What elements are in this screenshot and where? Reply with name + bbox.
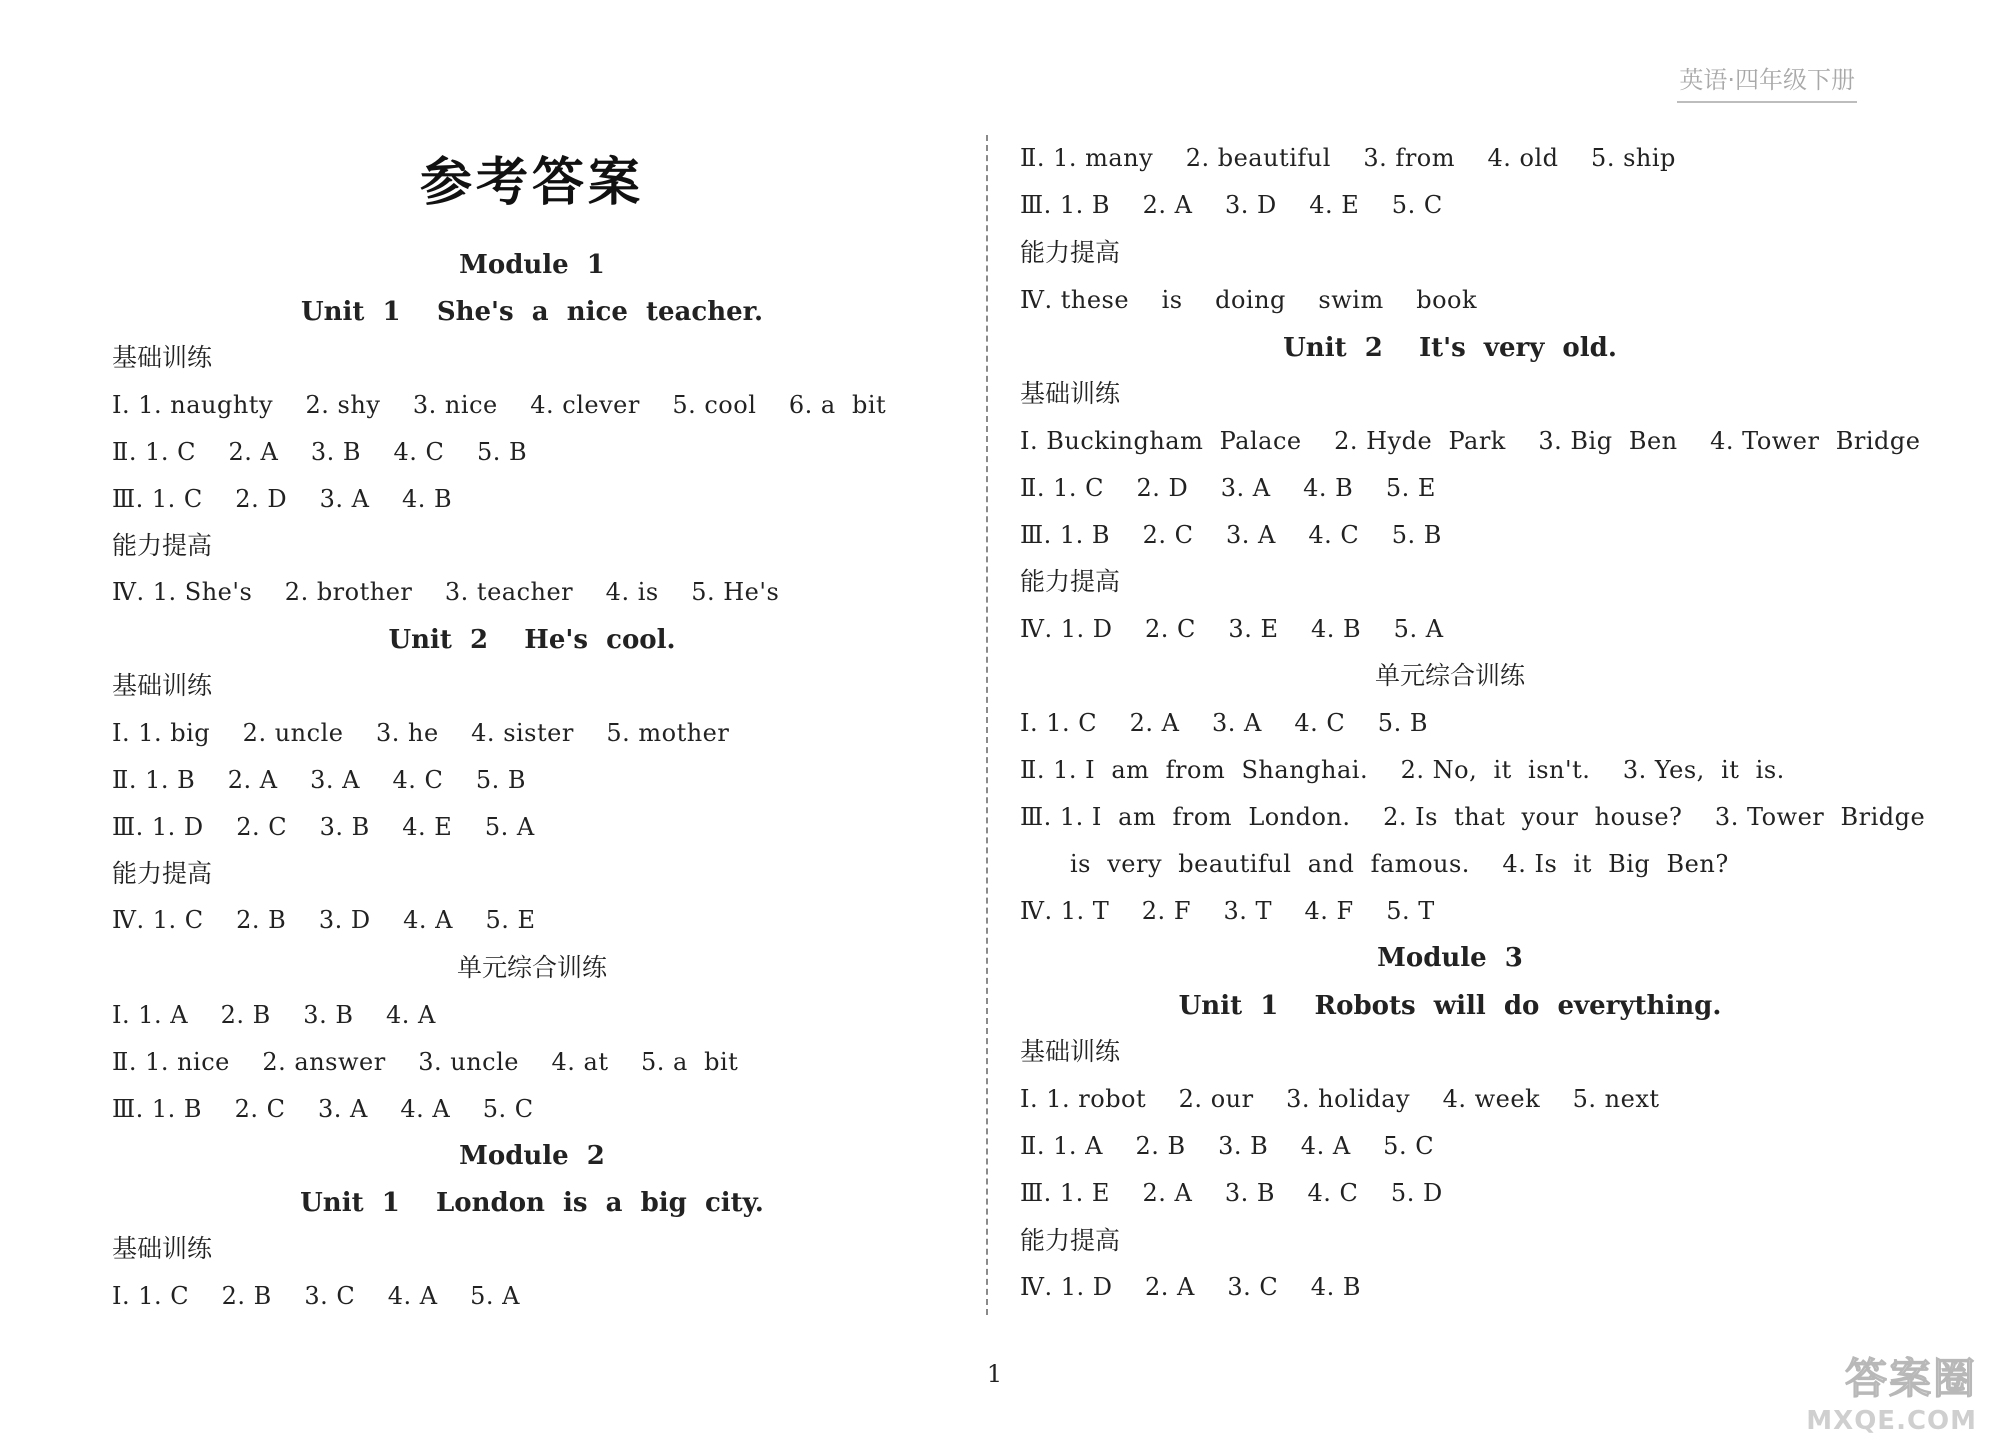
answer-line: Ⅰ. 1. big 2. uncle 3. he 4. sister 5. mother bbox=[112, 719, 730, 747]
unit-heading: Unit 1 Robots will do everything. bbox=[1178, 991, 1722, 1021]
answer-line: Ⅰ. 1. C 2. A 3. A 4. C 5. B bbox=[1020, 709, 1428, 737]
answer-line: Ⅰ. 1. A 2. B 3. B 4. A bbox=[112, 1001, 436, 1029]
answer-line-continuation: is very beautiful and famous. 4. Is it Big Ben? bbox=[1070, 850, 1729, 878]
module-heading: Module 2 bbox=[459, 1141, 605, 1171]
answer-line: Ⅲ. 1. B 2. C 3. A 4. A 5. C bbox=[112, 1095, 534, 1123]
column-divider bbox=[986, 135, 988, 1315]
answer-line: Ⅲ. 1. I am from London. 2. Is that your house? 3. Tower Bridge bbox=[1020, 803, 1926, 831]
section-label: 能力提高 bbox=[112, 859, 213, 888]
answer-line: Ⅳ. these is doing swim book bbox=[1020, 286, 1478, 314]
answer-line: Ⅳ. 1. C 2. B 3. D 4. A 5. E bbox=[112, 906, 536, 934]
section-label: 基础训练 bbox=[1020, 1037, 1121, 1066]
section-label: 基础训练 bbox=[112, 1234, 213, 1263]
answer-line: Ⅱ. 1. A 2. B 3. B 4. A 5. C bbox=[1020, 1132, 1435, 1160]
answer-line: Ⅱ. 1. many 2. beautiful 3. from 4. old 5. ship bbox=[1020, 144, 1676, 172]
module-heading: Module 1 bbox=[459, 250, 605, 280]
answer-line: Ⅰ. 1. robot 2. our 3. holiday 4. week 5. next bbox=[1020, 1085, 1660, 1113]
answer-line: Ⅳ. 1. She's 2. brother 3. teacher 4. is 5. He's bbox=[112, 578, 780, 606]
page-number: 1 bbox=[986, 1360, 1003, 1388]
unit-review-heading: 单元综合训练 bbox=[1374, 661, 1525, 690]
page-title: 参考答案 bbox=[419, 152, 644, 213]
book-header-label: 英语·四年级下册 bbox=[1677, 60, 1857, 103]
answer-line: Ⅳ. 1. D 2. C 3. E 4. B 5. A bbox=[1020, 615, 1444, 643]
watermark-logo-text: 答案圈 bbox=[1844, 1354, 1977, 1403]
unit-heading: Unit 2 It's very old. bbox=[1283, 333, 1617, 363]
unit-heading: Unit 1 London is a big city. bbox=[300, 1188, 764, 1218]
watermark-url: MXQE.COM bbox=[1806, 1406, 1977, 1436]
answer-line: Ⅱ. 1. C 2. D 3. A 4. B 5. E bbox=[1020, 474, 1436, 502]
section-label: 能力提高 bbox=[1020, 1226, 1121, 1255]
site-watermark bbox=[1803, 1346, 1981, 1436]
answer-line: Ⅳ. 1. T 2. F 3. T 4. F 5. T bbox=[1020, 897, 1435, 925]
answer-line: Ⅰ. 1. naughty 2. shy 3. nice 4. clever 5. cool 6. a bit bbox=[112, 391, 887, 419]
section-label: 基础训练 bbox=[112, 343, 213, 372]
module-heading: Module 3 bbox=[1377, 943, 1523, 973]
answer-line: Ⅰ. 1. C 2. B 3. C 4. A 5. A bbox=[112, 1282, 520, 1310]
answer-line: Ⅲ. 1. B 2. C 3. A 4. C 5. B bbox=[1020, 521, 1442, 549]
answer-line: Ⅰ. Buckingham Palace 2. Hyde Park 3. Big Ben 4. Tower Bridge bbox=[1020, 427, 1921, 455]
answer-line: Ⅳ. 1. D 2. A 3. C 4. B bbox=[1020, 1273, 1361, 1301]
answer-line: Ⅲ. 1. B 2. A 3. D 4. E 5. C bbox=[1020, 191, 1443, 219]
section-label: 基础训练 bbox=[112, 671, 213, 700]
section-label: 基础训练 bbox=[1020, 379, 1121, 408]
answer-line: Ⅲ. 1. E 2. A 3. B 4. C 5. D bbox=[1020, 1179, 1443, 1207]
section-label: 能力提高 bbox=[1020, 567, 1121, 596]
answer-line: Ⅱ. 1. B 2. A 3. A 4. C 5. B bbox=[112, 766, 527, 794]
section-label: 能力提高 bbox=[112, 531, 213, 560]
answer-line: Ⅱ. 1. I am from Shanghai. 2. No, it isn't. 3. Yes, it is. bbox=[1020, 756, 1785, 784]
answer-line: Ⅱ. 1. C 2. A 3. B 4. C 5. B bbox=[112, 438, 528, 466]
unit-heading: Unit 2 He's cool. bbox=[388, 625, 676, 655]
unit-heading: Unit 1 She's a nice teacher. bbox=[300, 297, 764, 327]
answer-line: Ⅲ. 1. D 2. C 3. B 4. E 5. A bbox=[112, 813, 535, 841]
answer-line: Ⅱ. 1. nice 2. answer 3. uncle 4. at 5. a bit bbox=[112, 1048, 739, 1076]
unit-review-heading: 单元综合训练 bbox=[456, 953, 607, 982]
answer-line: Ⅲ. 1. C 2. D 3. A 4. B bbox=[112, 485, 453, 513]
section-label: 能力提高 bbox=[1020, 238, 1121, 267]
